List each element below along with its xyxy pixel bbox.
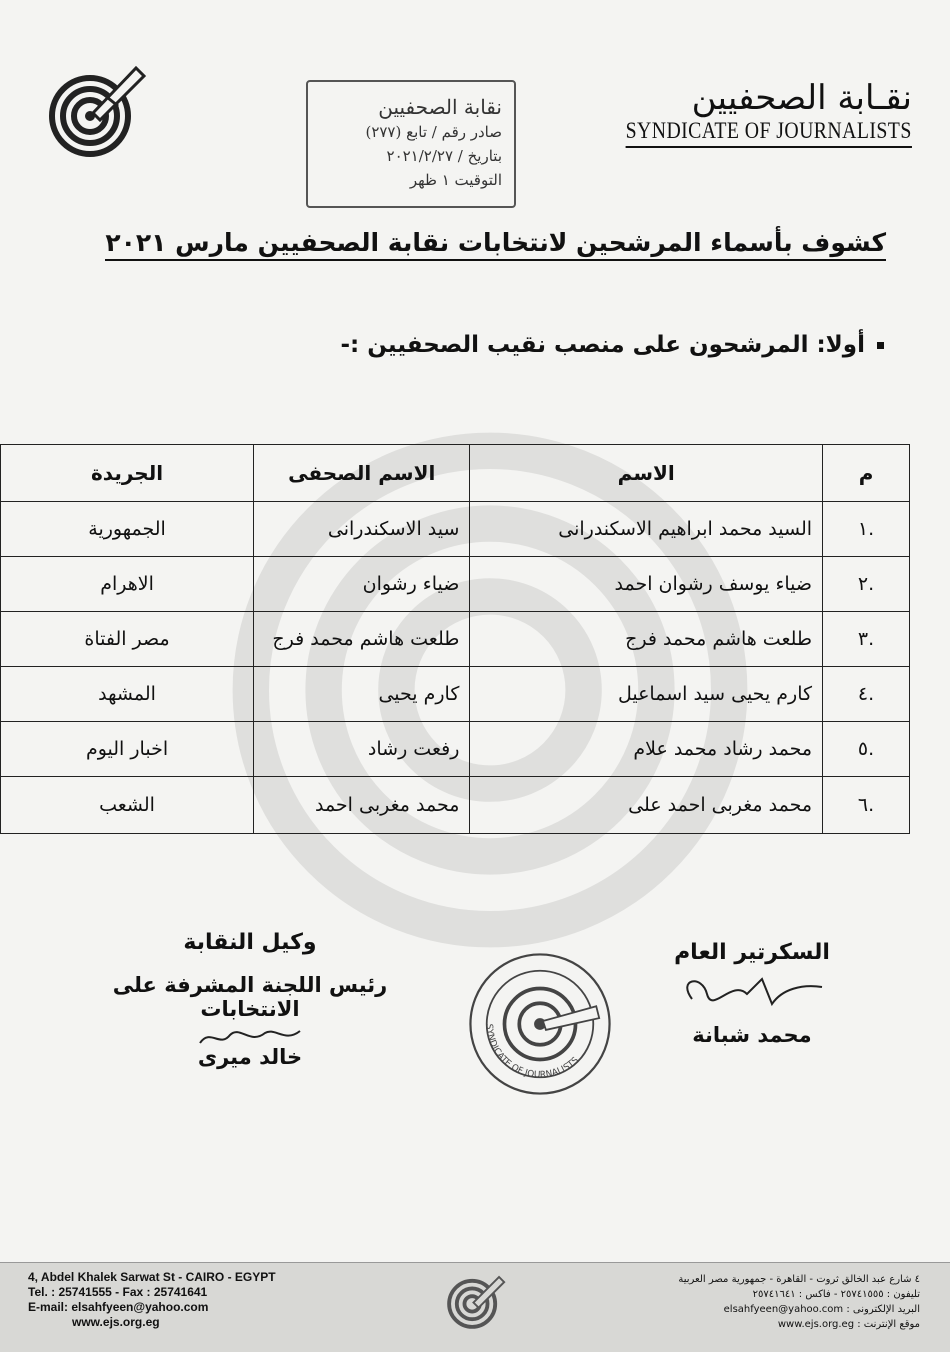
deputy-title: وكيل النقابة bbox=[183, 930, 317, 955]
header-pen-name: الاسم الصحفى bbox=[254, 445, 470, 502]
cell-name: محمد رشاد محمد علام bbox=[470, 722, 823, 777]
brand-block bbox=[579, 78, 912, 148]
cell-num: .٢ bbox=[823, 557, 910, 612]
cell-num: .٤ bbox=[823, 667, 910, 722]
footer-email-en: E-mail: elsahfyeen@yahoo.com bbox=[28, 1300, 209, 1314]
handwritten-signature-icon bbox=[672, 969, 832, 1019]
footer-contact-english bbox=[28, 1270, 276, 1330]
secretary-name: محمد شبانة bbox=[692, 1023, 812, 1047]
header-name: الاسم bbox=[470, 445, 823, 502]
table-row bbox=[1, 777, 910, 834]
footer-address-ar: ٤ شارع عبد الخالق ثروت - القاهرة - جمهورية مصر العربية bbox=[678, 1274, 920, 1285]
bullet-icon bbox=[877, 342, 884, 349]
committee-title: رئيس اللجنة المشرفة على الانتخابات bbox=[112, 973, 388, 1021]
cell-name: ضياء يوسف رشوان احمد bbox=[470, 557, 823, 612]
org-name-english: SYNDICATE OF JOURNALISTS bbox=[626, 118, 912, 148]
footer-contact-arabic bbox=[678, 1272, 920, 1332]
section-heading-text: أولا: المرشحون على منصب نقيب الصحفيين :- bbox=[340, 332, 865, 358]
table-row bbox=[1, 502, 910, 557]
issue-stamp bbox=[306, 80, 516, 208]
table-row bbox=[1, 722, 910, 777]
footer-web-ar: موقع الإنترنت : www.ejs.org.eg bbox=[777, 1319, 920, 1330]
footer-logo-icon bbox=[444, 1268, 508, 1332]
cell-paper: الاهرام bbox=[1, 557, 254, 612]
cell-pen-name: كارم يحيى bbox=[254, 667, 470, 722]
cell-name: كارم يحيى سيد اسماعيل bbox=[470, 667, 823, 722]
footer-phone-ar: تليفون : ٢٥٧٤١٥٥٥ - فاكس : ٢٥٧٤١٦٤١ bbox=[752, 1289, 920, 1300]
table-row bbox=[1, 667, 910, 722]
cell-pen-name: سيد الاسكندرانى bbox=[254, 502, 470, 557]
cell-pen-name: محمد مغربى احمد bbox=[254, 777, 470, 834]
seal-text: SYNDICATE OF JOURNALISTS bbox=[483, 1023, 581, 1081]
stamp-issue-number: صادر رقم / تابع (٢٧٧) bbox=[365, 123, 502, 141]
document-title: كشوف بأسماء المرشحين لانتخابات نقابة الصحفيين مارس ٢٠٢١ bbox=[105, 228, 886, 261]
deputy-name: خالد ميرى bbox=[197, 1045, 303, 1069]
stamp-date: بتاريخ / ٢٠٢١/٢/٢٧ bbox=[386, 147, 502, 165]
cell-pen-name: ضياء رشوان bbox=[254, 557, 470, 612]
signature-deputy bbox=[80, 930, 420, 1069]
candidates-table bbox=[0, 444, 910, 834]
section-heading bbox=[340, 332, 884, 358]
header-paper: الجريدة bbox=[1, 445, 254, 502]
footer-web-en: www.ejs.org.eg bbox=[72, 1315, 160, 1329]
table-row bbox=[1, 612, 910, 667]
stamp-title: نقابة الصحفيين bbox=[378, 95, 502, 119]
header-num: م bbox=[823, 445, 910, 502]
stamp-time: التوقيت ١ ظهر bbox=[409, 171, 502, 189]
cell-paper: الشعب bbox=[1, 777, 254, 834]
org-name-arabic: نقـابة الصحفيين bbox=[691, 78, 912, 118]
footer-address-en: 4, Abdel Khalek Sarwat St - CAIRO - EGYPT bbox=[28, 1270, 276, 1284]
cell-num: .٦ bbox=[823, 777, 910, 834]
table-row bbox=[1, 557, 910, 612]
footer-phone-en: Tel. : 25741555 - Fax : 25741641 bbox=[28, 1285, 208, 1299]
cell-paper: الجمهورية bbox=[1, 502, 254, 557]
cell-num: .٣ bbox=[823, 612, 910, 667]
table-header-row bbox=[1, 445, 910, 502]
cell-pen-name: طلعت هاشم محمد فرج bbox=[254, 612, 470, 667]
cell-paper: اخبار اليوم bbox=[1, 722, 254, 777]
syndicate-seal-icon bbox=[466, 950, 614, 1098]
cell-num: .٥ bbox=[823, 722, 910, 777]
syndicate-logo-icon bbox=[48, 58, 148, 158]
cell-name: محمد مغربى احمد على bbox=[470, 777, 823, 834]
cell-name: طلعت هاشم محمد فرج bbox=[470, 612, 823, 667]
signature-secretary-general bbox=[672, 940, 832, 1047]
cell-paper: مصر الفتاة bbox=[1, 612, 254, 667]
cell-pen-name: رفعت رشاد bbox=[254, 722, 470, 777]
cell-paper: المشهد bbox=[1, 667, 254, 722]
svg-text:SYNDICATE OF JOURNALISTS bbox=[484, 1024, 581, 1081]
cell-num: .١ bbox=[823, 502, 910, 557]
footer-email-ar: البريد الإلكترونى : elsahfyeen@yahoo.com bbox=[723, 1304, 920, 1315]
cell-name: السيد محمد ابراهيم الاسكندرانى bbox=[470, 502, 823, 557]
secretary-title: السكرتير العام bbox=[674, 940, 830, 965]
